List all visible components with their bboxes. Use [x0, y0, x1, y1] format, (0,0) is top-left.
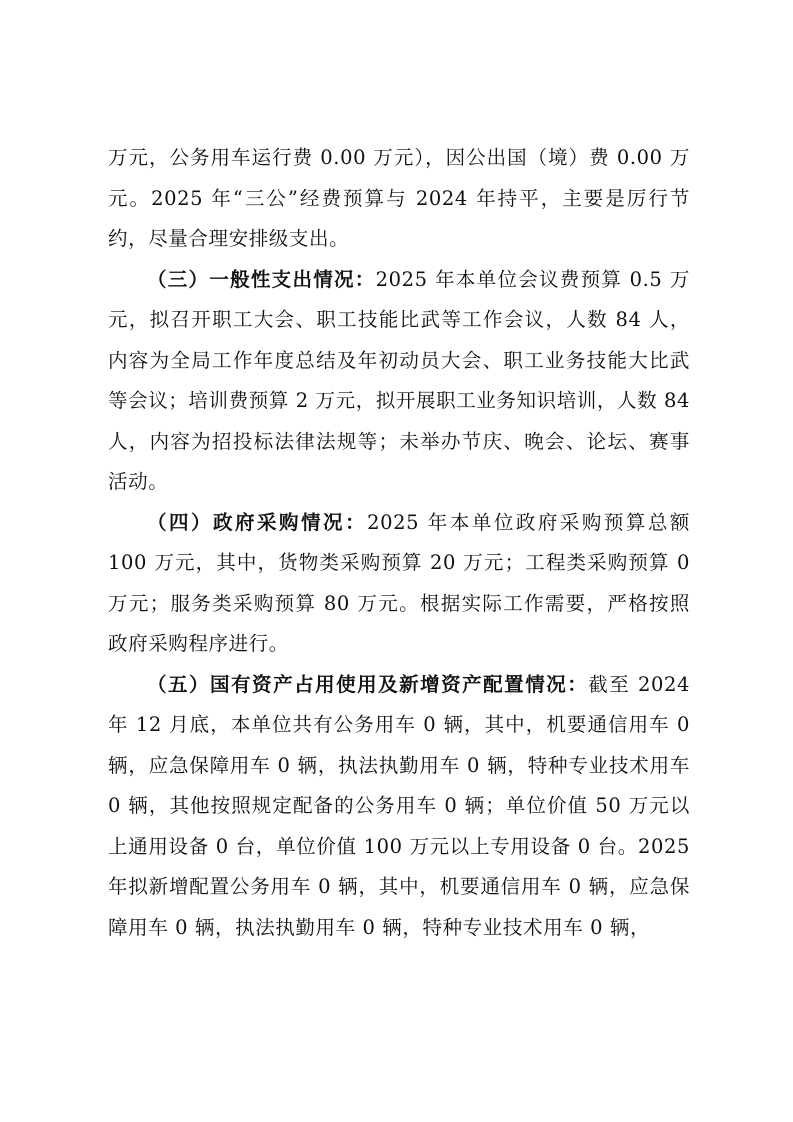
paragraph-sangong-continuation	[108, 138, 690, 260]
paragraph-government-procurement	[108, 503, 690, 665]
paragraph-text: 截至 2024 年 12 月底，本单位共有公务用车 0 辆，其中，机要通信用车 0 辆，应急保障用车 0 辆，执法执勤用车 0 辆，特种专业技术用车 0 辆，其他按照规定配备的公务用车 0 辆；单位价值 50 万元以上通用设备 0 台，单位价值 100 万元以上专用设备 0 台。2025 年拟新增配置公务用车 0 辆，其中，机要通信用车 0 辆，应急保障用车 0 辆，执法执勤用车 0 辆，特种专业技术用车 0 辆，	[108, 672, 690, 939]
section-heading-state-assets: （五）国有资产占用使用及新增资产配置情况：	[147, 672, 589, 696]
section-heading-government-procurement: （四）政府采购情况：	[147, 510, 368, 534]
paragraph-text: 2025 年本单位会议费预算 0.5 万元，拟召开职工大会、职工技能比武等工作会议，人数 84 人，内容为全局工作年度总结及年初动员大会、职工业务技能大比武等会议；培训费预算 2 万元，拟开展职工业务知识培训，人数 84 人，内容为招投标法律法规等；未举办节庆、晚会、论坛、赛事活动。	[108, 267, 691, 493]
paragraph-state-assets	[108, 665, 690, 949]
document-page	[108, 138, 690, 948]
paragraph-text: 万元，公务用车运行费 0.00 万元），因公出国（境）费 0.00 万元。2025 年“三公”经费预算与 2024 年持平，主要是厉行节约，尽量合理安排级支出。	[108, 146, 690, 250]
section-heading-general-expenditure: （三）一般性支出情况：	[147, 267, 376, 291]
paragraph-text: 2025 年本单位政府采购预算总额 100 万元，其中，货物类采购预算 20 万元；工程类采购预算 0 万元；服务类采购预算 80 万元。根据实际工作需要，严格按照政府采购程序进行。	[108, 510, 690, 655]
paragraph-general-expenditure	[108, 260, 690, 503]
